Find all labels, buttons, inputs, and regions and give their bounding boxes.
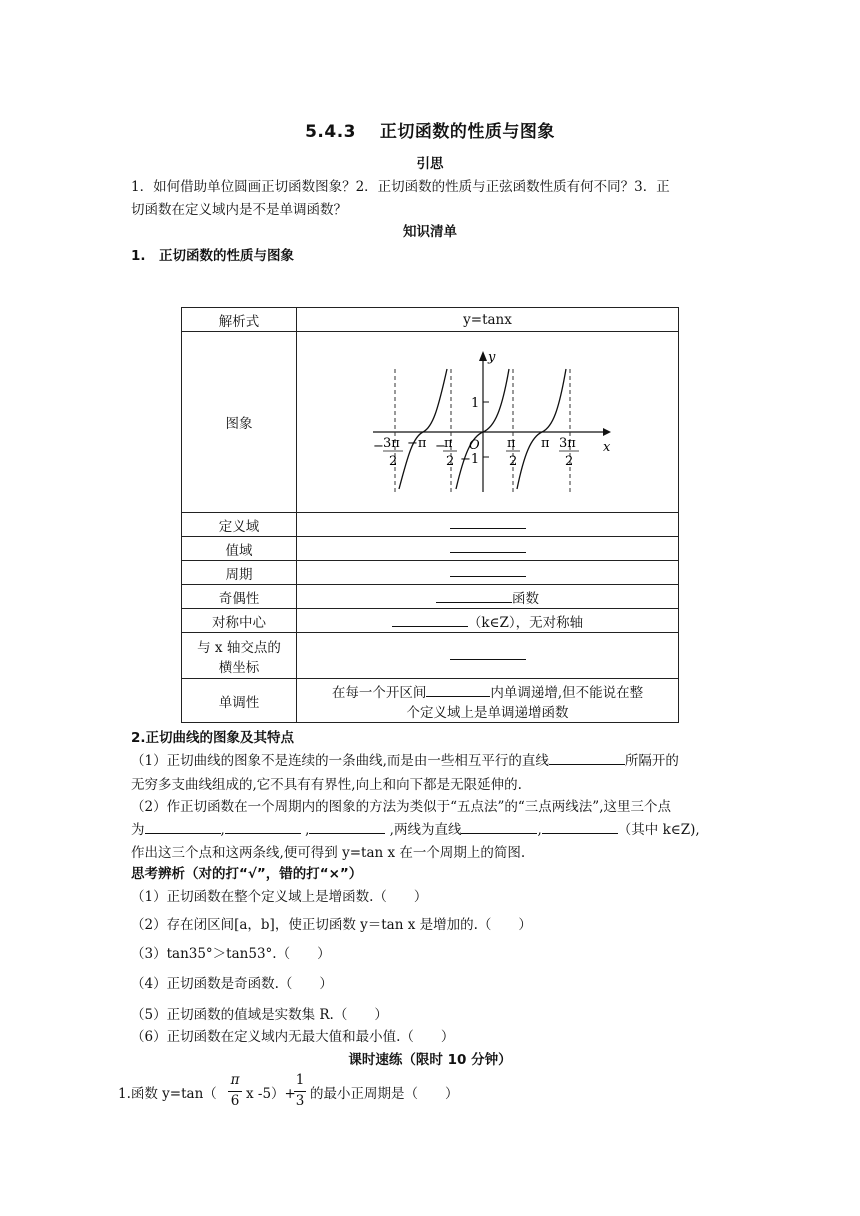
two-label-2: 2	[445, 454, 454, 469]
neg-pi-label: −π	[406, 436, 426, 451]
row-label-domain: 定义域	[182, 513, 297, 537]
judge-item-6: （6）正切函数在定义域内无最大值和最小值.（ ）	[131, 1029, 455, 1045]
three-pi-label-right: 3π	[558, 436, 576, 451]
section-yinsi: 引思	[416, 156, 444, 172]
blank-period[interactable]	[450, 564, 526, 577]
p2-line-2: 为 , , ,两线为直线 , （其中 k∈Z),	[131, 822, 700, 838]
row-label-parity: 奇偶性	[182, 585, 297, 609]
judge-item-2: （2）存在闭区间[a，b]，使正切函数 y＝tan x 是增加的.（ ）	[131, 917, 532, 933]
graph-cell	[297, 332, 679, 513]
three-pi-label-left: 3π	[382, 436, 400, 451]
q1-suffix: 的最小正周期是（ ）	[310, 1086, 459, 1102]
tan-branch-left	[399, 369, 447, 489]
header-value: y=tanx	[297, 308, 679, 332]
row-value-center	[297, 609, 679, 633]
q1-frac2-den: 3	[295, 1093, 305, 1109]
p1-line-2: 无穷多支曲线组成的,它不具有有界性,向上和向下都是无限延伸的.	[131, 777, 522, 793]
q1-prefix: 1.函数 y=tan（	[118, 1086, 217, 1102]
yinsi-line-1: 1．如何借助单位圆画正切函数图象？2．正切函数的性质与正弦函数性质有何不同？3．正	[131, 179, 670, 195]
blank-zeros[interactable]	[450, 647, 526, 660]
blank-line-2[interactable]	[542, 821, 618, 834]
blank-center[interactable]	[392, 614, 468, 627]
zeros-label-line-2: 横坐标	[218, 659, 260, 676]
tan-branch-right	[517, 369, 566, 489]
row-label-period: 周期	[182, 561, 297, 585]
q1-frac1-num: π	[230, 1072, 240, 1088]
minus-sign: −	[372, 439, 384, 454]
blank-range[interactable]	[450, 540, 526, 553]
row-value-domain	[297, 513, 679, 537]
y-axis-arrow	[479, 351, 487, 361]
blank-domain[interactable]	[450, 516, 526, 529]
p2-line-1: （2）作正切函数在一个周期内的图象的方法为类似于“五点法”的“三点两线法”,这里三个点	[131, 799, 671, 815]
row-value-range	[297, 537, 679, 561]
blank-asymptote[interactable]	[549, 752, 625, 765]
neg-one-label: −1	[459, 452, 479, 467]
monotonic-line-2: 个定义域上是单调递增函数	[406, 704, 569, 721]
monotonic-line-1: 在每一个开区间 内单调递增,但不能说在整	[331, 684, 644, 701]
heading-2: 2.正切曲线的图象及其特点	[131, 730, 295, 746]
minus-sign-2: −	[434, 439, 446, 454]
pi-label-half: π	[506, 436, 516, 451]
graph-label: 图象	[182, 332, 297, 513]
judge-item-3: （3）tan35°＞tan53°.（ ）	[131, 946, 331, 962]
properties-table	[181, 307, 679, 723]
page-title: 5.4.3 正切函数的性质与图象	[305, 122, 555, 142]
row-label-range: 值域	[182, 537, 297, 561]
p2-line-3: 作出这三个点和这两条线,便可得到 y=tan x 在一个周期上的简图.	[131, 845, 526, 861]
tangent-graph	[363, 347, 613, 497]
row-label-zeros	[182, 633, 297, 679]
two-label-4: 2	[564, 454, 573, 469]
row-value-parity	[297, 585, 679, 609]
section-zhishi: 知识清单	[403, 224, 457, 240]
header-label: 解析式	[182, 308, 297, 332]
q1-frac2-num: 1	[295, 1072, 305, 1088]
two-label-3: 2	[508, 454, 517, 469]
pi-label-neg-half: π	[443, 436, 453, 451]
pi-label: π	[540, 436, 550, 451]
q1-frac1-bar	[228, 1091, 242, 1092]
one-label: 1	[470, 396, 479, 411]
judge-item-4: （4）正切函数是奇函数.（ ）	[131, 976, 333, 992]
judge-item-5: （5）正切函数的值域是实数集 R.（ ）	[131, 1007, 388, 1023]
q1-frac2-bar	[294, 1091, 306, 1092]
parity-suffix: 函数	[512, 590, 539, 607]
row-value-period	[297, 561, 679, 585]
judge-item-1: （1）正切函数在整个定义域上是增函数.（ ）	[131, 889, 428, 905]
blank-point-3[interactable]	[309, 821, 385, 834]
center-suffix: （k∈Z），无对称轴	[467, 614, 584, 631]
blank-point-2[interactable]	[225, 821, 301, 834]
row-value-zeros	[297, 633, 679, 679]
blank-monotonic[interactable]	[426, 684, 490, 697]
q1-mid: x -5）+	[246, 1086, 296, 1102]
x-axis-label: x	[602, 440, 610, 455]
yinsi-line-2: 切函数在定义域内是不是单调函数？	[131, 202, 347, 218]
section-practice: 课时速练（限时 10 分钟）	[348, 1052, 512, 1068]
heading-1: 1. 正切函数的性质与图象	[131, 248, 295, 264]
row-label-monotonic: 单调性	[182, 679, 297, 723]
origin-label: O	[468, 438, 480, 453]
row-label-center: 对称中心	[182, 609, 297, 633]
y-axis-label: y	[487, 350, 495, 365]
x-axis-arrow	[603, 428, 611, 436]
two-label-1: 2	[388, 454, 397, 469]
row-value-monotonic	[297, 679, 679, 723]
heading-3: 思考辨析（对的打“√”，错的打“×”）	[131, 866, 363, 882]
q1-frac1-den: 6	[230, 1093, 240, 1109]
zeros-label-line-1: 与 x 轴交点的	[197, 639, 281, 656]
blank-point-1[interactable]	[145, 821, 221, 834]
p1-line-1: （1）正切曲线的图象不是连续的一条曲线,而是由一些相互平行的直线 所隔开的	[131, 753, 679, 769]
blank-line-1[interactable]	[461, 821, 537, 834]
blank-parity[interactable]	[436, 590, 512, 603]
